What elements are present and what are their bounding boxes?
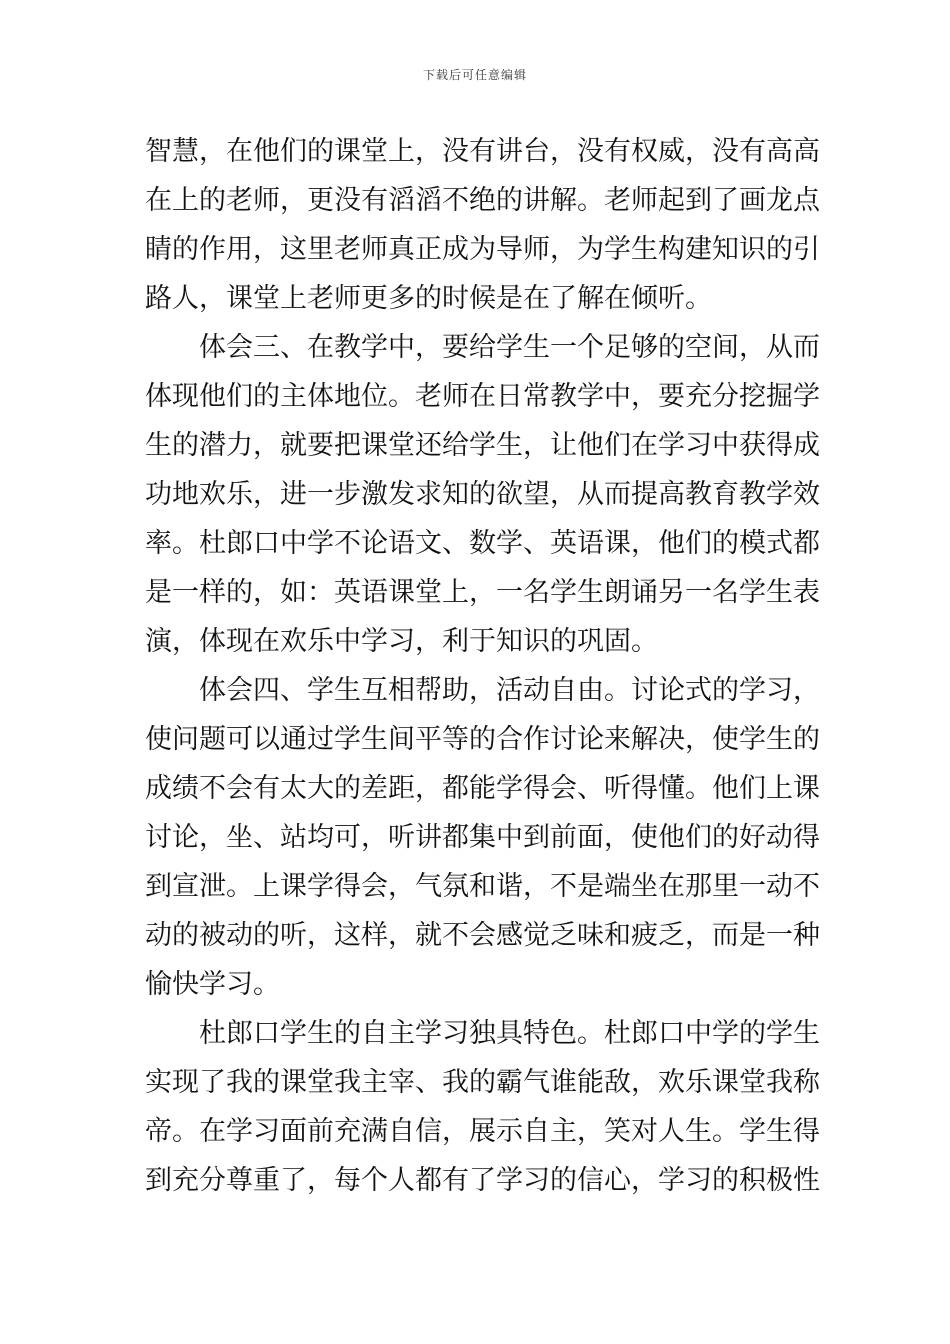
text-line: 到宣泄。上课学得会，气氛和谐，不是端坐在那里一动不 [145, 871, 820, 902]
text-line: 动的被动的听，这样，就不会感觉乏味和疲乏，而是一种 [145, 920, 820, 951]
text-line: 体会三、在教学中，要给学生一个足够的空间，从而 [145, 332, 820, 363]
text-line: 率。杜郎口中学不论语文、数学、英语课，他们的模式都 [145, 528, 820, 559]
text-line: 生的潜力，就要把课堂还给学生，让他们在学习中获得成 [145, 430, 820, 461]
text-line: 体现他们的主体地位。老师在日常教学中，要充分挖掘学 [145, 381, 820, 412]
text-line: 在上的老师，更没有滔滔不绝的讲解。老师起到了画龙点 [145, 185, 820, 216]
text-line: 讨论，坐、站均可，听讲都集中到前面，使他们的好动得 [145, 822, 820, 853]
text-line: 智慧，在他们的课堂上，没有讲台，没有权威，没有高高 [145, 136, 820, 167]
text-line: 使问题可以通过学生间平等的合作讨论来解决，使学生的 [145, 724, 820, 755]
text-line: 睛的作用，这里老师真正成为导师，为学生构建知识的引 [145, 234, 820, 265]
document-body [145, 127, 820, 1205]
text-line: 成绩不会有太大的差距，都能学得会、听得懂。他们上课 [145, 773, 820, 804]
text-line: 路人，课堂上老师更多的时候是在了解在倾听。 [145, 283, 712, 314]
text-line: 帝。在学习面前充满自信，展示自主，笑对人生。学生得 [145, 1116, 820, 1147]
text-line: 体会四、学生互相帮助，活动自由。讨论式的学习， [145, 675, 820, 706]
page-header-note: 下载后可任意编辑 [422, 68, 527, 82]
text-line: 实现了我的课堂我主宰、我的霸气谁能敌，欢乐课堂我称 [145, 1067, 820, 1098]
text-line: 演，体现在欢乐中学习，利于知识的巩固。 [145, 626, 658, 657]
text-line: 功地欢乐，进一步激发求知的欲望，从而提高教育教学效 [145, 479, 820, 510]
text-line: 到充分尊重了，每个人都有了学习的信心，学习的积极性 [145, 1165, 820, 1196]
text-line: 杜郎口学生的自主学习独具特色。杜郎口中学的学生 [145, 1018, 820, 1049]
text-line: 是一样的，如：英语课堂上，一名学生朗诵另一名学生表 [145, 577, 820, 608]
text-line: 愉快学习。 [145, 969, 280, 1000]
